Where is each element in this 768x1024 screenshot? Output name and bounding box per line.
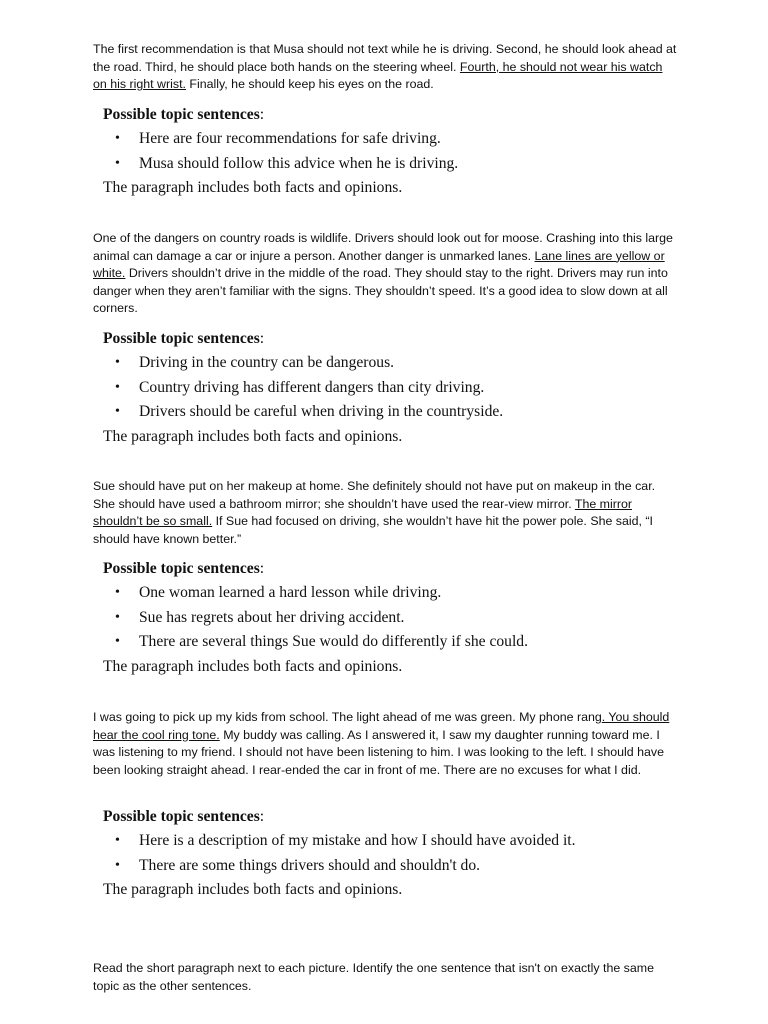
exercise-1-paragraph — [93, 41, 678, 94]
paragraph-text: Finally, he should keep his eyes on the road. — [185, 77, 434, 92]
topic-option: • Driving in the country can be dangerous. — [103, 351, 703, 376]
exercise-2-paragraph — [93, 230, 678, 318]
off-topic-sentence: The mirror shouldn’t be so small. — [93, 496, 633, 529]
topic-option: • Drivers should be careful when driving in the countryside. — [103, 400, 703, 425]
topic-option: • Country driving has different dangers than city driving. — [103, 376, 703, 401]
topic-option: • Musa should follow this advice when he is driving. — [103, 152, 703, 177]
off-topic-sentence: Fourth, he should not wear his watch on his right wrist. — [93, 59, 663, 92]
instructions: Read the short paragraph next to each picture. Identify the one sentence that isn't on exactly the same topic as the other sentences. — [93, 961, 654, 993]
topic-option: • One woman learned a hard lesson while driving. — [103, 581, 703, 606]
paragraph-text: If Sue had focused on driving, she wouldn’t have hit the power pole. She said, “I should have known better.” — [93, 514, 653, 546]
topic-option: • Here are four recommendations for safe driving. — [103, 127, 703, 152]
exercise-3-paragraph — [93, 478, 678, 548]
topic-heading: Possible topic sentences: — [103, 560, 265, 577]
conclusion-note: The paragraph includes both facts and opinions. — [103, 179, 403, 197]
conclusion-note: The paragraph includes both facts and opinions. — [103, 881, 403, 899]
topic-options-list — [103, 127, 703, 176]
conclusion-note: The paragraph includes both facts and opinions. — [103, 657, 403, 675]
exercise-3-topic-sentences — [103, 557, 703, 679]
topic-option: • Sue has regrets about her driving accident. — [103, 606, 703, 631]
topic-option: • There are several things Sue would do differently if she could. — [103, 630, 703, 655]
exercise-2-topic-sentences — [103, 327, 703, 449]
off-topic-sentence: . You should hear the cool ring tone. — [93, 710, 670, 742]
topic-heading: Possible topic sentences: — [103, 106, 265, 123]
paragraph-text: The first recommendation is that Musa should not text while he is driving. Second, he should look ahead at the road. Third, he should place both hands on the steering wheel. — [93, 42, 677, 74]
conclusion-note: The paragraph includes both facts and opinions. — [103, 427, 403, 445]
topic-heading: Possible topic sentences: — [103, 330, 265, 347]
topic-options-list — [103, 581, 703, 655]
topic-option: • There are some things drivers should and shouldn't do. — [103, 854, 703, 879]
exercise-4-paragraph — [93, 709, 678, 779]
paragraph-text: My buddy was calling. As I answered it, I saw my daughter running toward me. I was listening to my friend. I should not have been listening to him. I was looking to the left. I should have been looking straight ahead. I rear-ended the car in front of me. There are no excuses for what I did. — [93, 727, 664, 777]
exercise-1-topic-sentences — [103, 103, 703, 200]
topic-heading: Possible topic sentences: — [103, 808, 265, 825]
topic-option: • Here is a description of my mistake and how I should have avoided it. — [103, 829, 703, 854]
off-topic-sentence: Lane lines are yellow or white. — [93, 248, 665, 281]
topic-options-list — [103, 829, 703, 878]
paragraph-text: I was going to pick up my kids from school. The light ahead of me was green. My phone rang — [93, 710, 602, 724]
paragraph-text: Drivers shouldn’t drive in the middle of the road. They should stay to the right. Drivers may run into danger when they aren’t familiar with the signs. They shouldn’t speed. It’s a good idea to slow down at all corners. — [93, 266, 668, 316]
exercise-4-topic-sentences — [103, 805, 703, 902]
paragraph-text: One of the dangers on country roads is wildlife. Drivers should look out for moose. Crashing into this large animal can damage a car or injure a person. Another danger is unmarked lanes. — [93, 231, 673, 263]
paragraph-text: Sue should have put on her makeup at home. She definitely should not have put on makeup in the car. She should have used a bathroom mirror; she shouldn’t have used the rear-view mirror. — [93, 479, 656, 511]
topic-options-list — [103, 351, 703, 425]
